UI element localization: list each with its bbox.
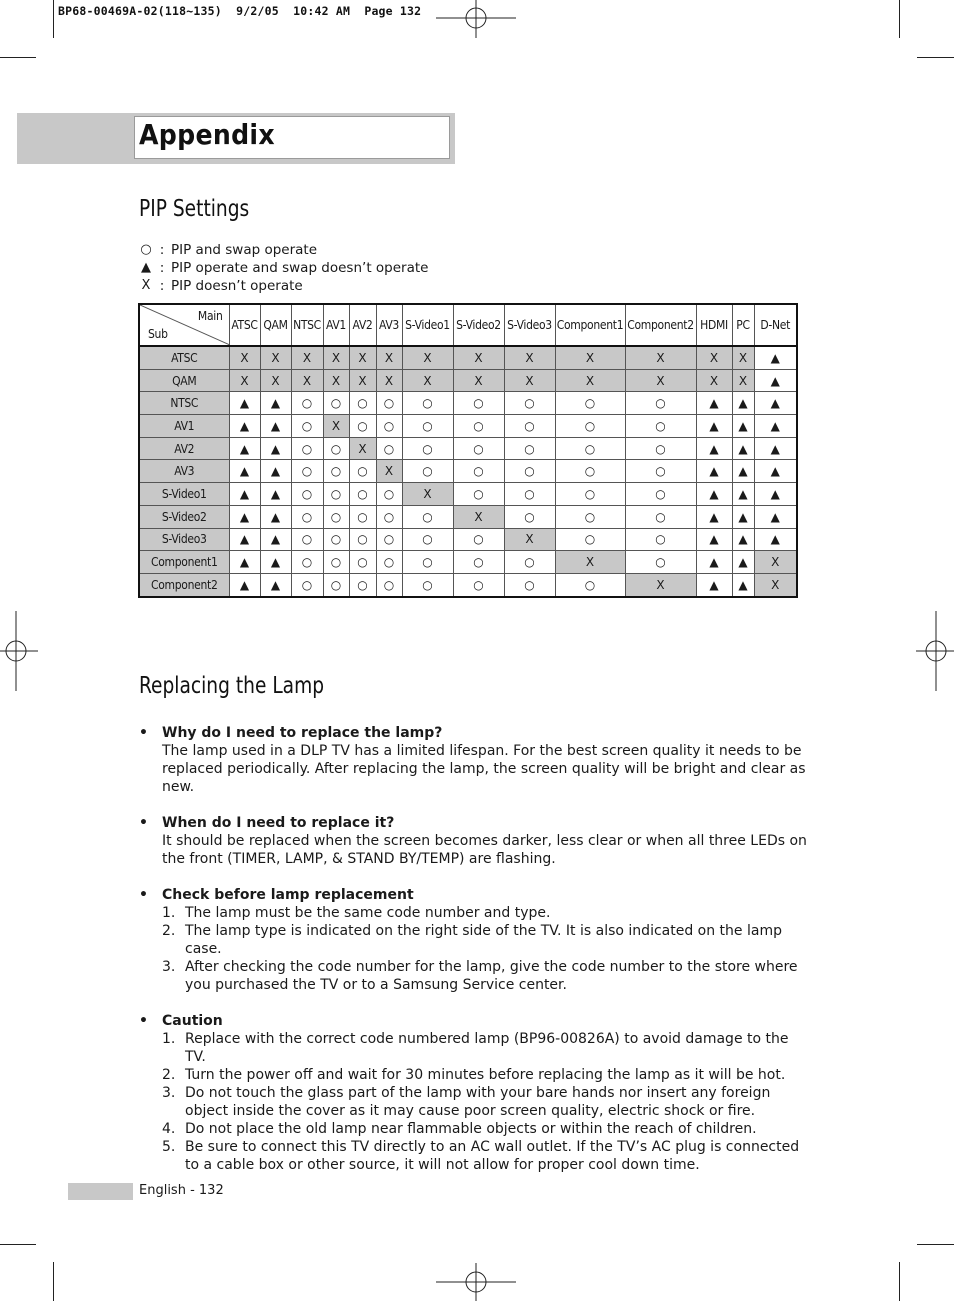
- table-cell: ▲: [754, 528, 797, 551]
- table-cell: ○: [323, 573, 349, 596]
- table-cell: X: [260, 369, 291, 392]
- list-item: 2. Turn the power off and wait for 30 minutes before replacing the lamp as it will be hot.: [162, 1067, 786, 1083]
- bullet-icon: •: [139, 1013, 148, 1029]
- registration-mark-icon: [436, 0, 516, 38]
- row-header: Component2: [139, 573, 229, 596]
- table-cell: ▲: [260, 437, 291, 460]
- table-cell: ○: [453, 483, 504, 506]
- registration-mark-icon: [916, 611, 954, 691]
- table-cell: ○: [625, 528, 696, 551]
- table-cell: ○: [555, 437, 625, 460]
- column-header: HDMI: [696, 304, 732, 346]
- table-cell: ▲: [260, 460, 291, 483]
- table-cell: ▲: [696, 528, 732, 551]
- table-cell: ○: [349, 483, 376, 506]
- table-cell: X: [376, 346, 402, 369]
- table-row: [139, 415, 797, 438]
- row-header: S-Video3: [139, 528, 229, 551]
- table-cell: ○: [349, 551, 376, 574]
- column-header: S-Video3: [504, 304, 555, 346]
- bullet-section: [139, 886, 809, 994]
- row-header: S-Video2: [139, 505, 229, 528]
- table-row: [139, 369, 797, 392]
- table-cell: ▲: [260, 573, 291, 596]
- table-cell: ○: [349, 505, 376, 528]
- row-header: ATSC: [139, 346, 229, 369]
- bullet-section: [139, 1012, 809, 1174]
- table-cell: ○: [402, 392, 453, 415]
- table-cell: X: [402, 483, 453, 506]
- table-cell: X: [555, 369, 625, 392]
- table-cell: X: [453, 346, 504, 369]
- table-cell: ▲: [260, 551, 291, 574]
- table-cell: X: [754, 551, 797, 574]
- column-header: D-Net: [754, 304, 797, 346]
- legend-item: X : PIP doesn’t operate: [139, 277, 428, 295]
- table-cell: X: [402, 346, 453, 369]
- table-cell: ▲: [260, 528, 291, 551]
- table-cell: ○: [555, 483, 625, 506]
- replacing-lamp-title: Replacing the Lamp: [139, 673, 325, 699]
- table-cell: ○: [349, 528, 376, 551]
- table-cell: ○: [555, 505, 625, 528]
- page-title: Appendix: [139, 118, 275, 151]
- table-cell: ○: [555, 528, 625, 551]
- crop-mark: [899, 0, 900, 38]
- list-item: 5. Be sure to connect this TV directly to an AC wall outlet. If the TV’s AC plug is connected to a cable box or other source, it will not allow for proper cool down time.: [162, 1139, 800, 1173]
- table-cell: X: [323, 346, 349, 369]
- list-item: 4. Do not place the old lamp near flammable objects or within the reach of children.: [162, 1121, 757, 1137]
- table-cell: ▲: [260, 483, 291, 506]
- table-cell: ▲: [732, 573, 754, 596]
- table-cell: ○: [453, 437, 504, 460]
- table-cell: ○: [504, 551, 555, 574]
- table-cell: ▲: [229, 415, 260, 438]
- table-cell: ▲: [754, 437, 797, 460]
- table-cell: ▲: [732, 415, 754, 438]
- registration-mark-icon: [436, 1263, 516, 1301]
- list-item: 3. Do not touch the glass part of the lamp with your bare hands nor insert any foreign object inside the cover as it may cause poor screen quality, electric shock or fire.: [162, 1085, 771, 1119]
- table-cell: ▲: [696, 505, 732, 528]
- row-header: S-Video1: [139, 483, 229, 506]
- table-cell: X: [453, 505, 504, 528]
- circle-icon: ○: [140, 242, 152, 257]
- table-cell: ○: [291, 483, 323, 506]
- table-cell: X: [555, 346, 625, 369]
- bullet-icon: •: [139, 815, 148, 831]
- table-cell: ○: [323, 505, 349, 528]
- table-row: [139, 346, 797, 369]
- table-cell: ○: [291, 505, 323, 528]
- bullet-heading: When do I need to replace it?: [162, 815, 395, 831]
- table-cell: X: [402, 369, 453, 392]
- table-cell: ▲: [229, 483, 260, 506]
- table-cell: ○: [504, 392, 555, 415]
- table-cell: ○: [402, 528, 453, 551]
- table-cell: ○: [323, 551, 349, 574]
- column-header: Component2: [625, 304, 696, 346]
- table-cell: ○: [625, 483, 696, 506]
- legend-text: PIP and swap operate: [171, 242, 318, 258]
- table-cell: X: [229, 369, 260, 392]
- table-cell: X: [625, 369, 696, 392]
- column-header: ATSC: [229, 304, 260, 346]
- table-cell: ○: [453, 551, 504, 574]
- table-cell: ○: [323, 392, 349, 415]
- table-cell: ▲: [732, 483, 754, 506]
- legend-text: PIP doesn’t operate: [171, 278, 303, 294]
- table-cell: ○: [453, 415, 504, 438]
- table-cell: ▲: [732, 437, 754, 460]
- table-cell: ▲: [754, 392, 797, 415]
- pip-legend: [139, 241, 428, 295]
- table-header-row: [139, 304, 797, 346]
- table-cell: ○: [291, 460, 323, 483]
- table-cell: ○: [625, 460, 696, 483]
- row-header: AV3: [139, 460, 229, 483]
- table-cell: X: [625, 346, 696, 369]
- table-cell: ▲: [696, 415, 732, 438]
- list-item: 1. The lamp must be the same code number and type.: [162, 905, 551, 921]
- table-cell: ▲: [229, 573, 260, 596]
- table-cell: ○: [323, 437, 349, 460]
- bullet-body: The lamp used in a DLP TV has a limited lifespan. For the best screen quality it needs to be replaced periodically. After replacing the lamp, the screen quality will be bright and clear as new.: [162, 743, 806, 795]
- table-cell: ○: [402, 460, 453, 483]
- table-cell: X: [453, 369, 504, 392]
- table-cell: ○: [625, 551, 696, 574]
- table-cell: ○: [453, 460, 504, 483]
- table-cell: ○: [376, 392, 402, 415]
- column-header: PC: [732, 304, 754, 346]
- table-cell: X: [504, 369, 555, 392]
- column-header: NTSC: [291, 304, 323, 346]
- table-row: [139, 392, 797, 415]
- registration-mark-icon: [0, 611, 38, 691]
- bullet-body: It should be replaced when the screen becomes darker, less clear or when all three LEDs on the front (TIMER, LAMP, & STAND BY/TEMP) are flashing.: [162, 833, 807, 867]
- bullet-heading: Check before lamp replacement: [162, 887, 414, 903]
- table-row: [139, 483, 797, 506]
- table-cell: ▲: [754, 369, 797, 392]
- table-cell: ○: [504, 437, 555, 460]
- bullet-section: [139, 724, 809, 796]
- triangle-icon: ▲: [141, 260, 151, 275]
- table-cell: ○: [453, 528, 504, 551]
- table-cell: X: [349, 346, 376, 369]
- x-mark-icon: X: [141, 278, 151, 293]
- row-header: AV1: [139, 415, 229, 438]
- table-cell: X: [625, 573, 696, 596]
- row-header: Component1: [139, 551, 229, 574]
- table-row: [139, 437, 797, 460]
- table-cell: X: [504, 528, 555, 551]
- table-cell: ▲: [696, 392, 732, 415]
- table-cell: ▲: [732, 551, 754, 574]
- table-cell: ○: [402, 573, 453, 596]
- table-cell: ○: [555, 573, 625, 596]
- table-cell: ○: [402, 437, 453, 460]
- table-cell: ○: [323, 528, 349, 551]
- table-cell: ▲: [754, 460, 797, 483]
- table-cell: ○: [504, 460, 555, 483]
- crop-mark: [917, 57, 954, 58]
- bullet-section: [139, 814, 809, 868]
- crop-mark: [917, 1244, 954, 1245]
- table-cell: X: [260, 346, 291, 369]
- table-cell: ○: [323, 483, 349, 506]
- table-cell: ○: [291, 415, 323, 438]
- table-cell: ▲: [260, 415, 291, 438]
- bullet-icon: •: [139, 725, 148, 741]
- table-cell: X: [696, 346, 732, 369]
- table-row: [139, 573, 797, 596]
- legend-text: PIP operate and swap doesn’t operate: [171, 260, 429, 276]
- table-cell: X: [376, 369, 402, 392]
- table-cell: X: [732, 346, 754, 369]
- crop-mark: [0, 57, 36, 58]
- table-cell: ▲: [732, 528, 754, 551]
- table-cell: ▲: [229, 392, 260, 415]
- lamp-instructions: [139, 724, 809, 1192]
- table-row: [139, 505, 797, 528]
- table-cell: ▲: [229, 505, 260, 528]
- table-cell: ○: [402, 551, 453, 574]
- corner-sub-label: Sub: [148, 327, 168, 341]
- table-cell: X: [504, 346, 555, 369]
- table-cell: ○: [625, 437, 696, 460]
- table-cell: ○: [376, 415, 402, 438]
- table-cell: ▲: [732, 392, 754, 415]
- column-header: QAM: [260, 304, 291, 346]
- crop-mark: [53, 0, 54, 38]
- table-cell: ○: [504, 573, 555, 596]
- table-cell: ○: [376, 437, 402, 460]
- table-cell: X: [349, 437, 376, 460]
- table-cell: ○: [291, 528, 323, 551]
- column-header: AV2: [349, 304, 376, 346]
- row-header: QAM: [139, 369, 229, 392]
- table-cell: ○: [504, 415, 555, 438]
- table-cell: ○: [349, 460, 376, 483]
- bullet-icon: •: [139, 887, 148, 903]
- table-cell: X: [323, 415, 349, 438]
- table-cell: ○: [291, 573, 323, 596]
- pip-settings-table: [138, 303, 798, 598]
- table-cell: X: [229, 346, 260, 369]
- list-item: 2. The lamp type is indicated on the right side of the TV. It is also indicated on the lamp case.: [162, 923, 782, 957]
- table-cell: ○: [504, 483, 555, 506]
- crop-mark: [53, 1262, 54, 1301]
- table-cell: ○: [376, 528, 402, 551]
- table-cell: ▲: [732, 460, 754, 483]
- table-cell: ▲: [260, 392, 291, 415]
- table-cell: ○: [291, 437, 323, 460]
- column-header: Component1: [555, 304, 625, 346]
- table-cell: ○: [504, 505, 555, 528]
- table-cell: ○: [376, 573, 402, 596]
- table-cell: X: [376, 460, 402, 483]
- table-cell: ▲: [696, 437, 732, 460]
- table-row: [139, 551, 797, 574]
- pip-settings-title: PIP Settings: [139, 196, 250, 222]
- table-corner-cell: [139, 304, 229, 346]
- legend-item: ▲ : PIP operate and swap doesn’t operate: [141, 260, 429, 276]
- table-row: [139, 528, 797, 551]
- table-cell: ▲: [696, 460, 732, 483]
- crop-mark: [899, 1262, 900, 1301]
- table-cell: X: [291, 369, 323, 392]
- table-cell: ▲: [754, 346, 797, 369]
- page-number: English - 132: [139, 1183, 224, 1198]
- corner-main-label: Main: [197, 309, 223, 323]
- table-cell: ▲: [229, 460, 260, 483]
- table-cell: X: [732, 369, 754, 392]
- list-item: 3. After checking the code number for the lamp, give the code number to the store where you purchased the TV or to a Samsung Service center.: [162, 959, 798, 993]
- table-cell: X: [323, 369, 349, 392]
- table-cell: ○: [402, 505, 453, 528]
- table-cell: ▲: [754, 483, 797, 506]
- column-header: S-Video2: [453, 304, 504, 346]
- table-cell: X: [291, 346, 323, 369]
- table-cell: ○: [453, 573, 504, 596]
- table-cell: ○: [323, 460, 349, 483]
- table-cell: ▲: [229, 528, 260, 551]
- table-cell: ▲: [754, 415, 797, 438]
- table-cell: ▲: [696, 573, 732, 596]
- list-item: 1. Replace with the correct code numbered lamp (BP96-00826A) to avoid damage to the TV.: [162, 1031, 789, 1065]
- table-cell: ○: [453, 392, 504, 415]
- column-header: AV1: [323, 304, 349, 346]
- table-cell: ▲: [260, 505, 291, 528]
- print-slug: BP68-00469A-02(118~135) 9/2/05 10:42 AM Page 132: [58, 4, 422, 18]
- table-cell: ○: [349, 415, 376, 438]
- table-cell: ○: [349, 392, 376, 415]
- table-cell: ▲: [229, 551, 260, 574]
- table-cell: ○: [625, 505, 696, 528]
- table-cell: ○: [376, 483, 402, 506]
- bullet-heading: Why do I need to replace the lamp?: [162, 725, 443, 741]
- bullet-heading: Caution: [162, 1013, 223, 1029]
- table-cell: X: [349, 369, 376, 392]
- table-cell: ▲: [229, 437, 260, 460]
- crop-mark: [0, 1244, 36, 1245]
- table-cell: ○: [625, 392, 696, 415]
- table-cell: ○: [349, 573, 376, 596]
- table-cell: ▲: [696, 551, 732, 574]
- table-cell: ○: [555, 415, 625, 438]
- table-cell: ○: [376, 505, 402, 528]
- table-cell: ▲: [732, 505, 754, 528]
- footer-bar: [68, 1183, 133, 1200]
- table-cell: X: [754, 573, 797, 596]
- table-row: [139, 460, 797, 483]
- row-header: AV2: [139, 437, 229, 460]
- table-cell: ○: [402, 415, 453, 438]
- table-cell: ○: [625, 415, 696, 438]
- table-cell: ○: [555, 392, 625, 415]
- table-cell: ▲: [696, 483, 732, 506]
- table-cell: X: [555, 551, 625, 574]
- table-cell: ○: [555, 460, 625, 483]
- column-header: S-Video1: [402, 304, 453, 346]
- table-cell: ▲: [754, 505, 797, 528]
- table-cell: ○: [376, 551, 402, 574]
- table-cell: ○: [291, 392, 323, 415]
- table-cell: X: [696, 369, 732, 392]
- column-header: AV3: [376, 304, 402, 346]
- table-cell: ○: [291, 551, 323, 574]
- row-header: NTSC: [139, 392, 229, 415]
- legend-item: ○ : PIP and swap operate: [140, 242, 318, 258]
